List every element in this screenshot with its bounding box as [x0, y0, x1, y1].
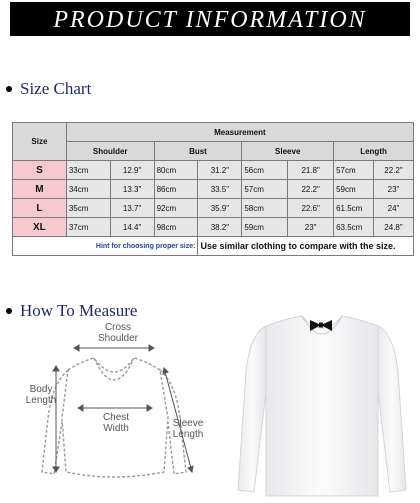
table-cell: 86cm: [154, 180, 198, 199]
column-header-shoulder: Shoulder: [66, 142, 154, 161]
label-line: Cross: [104, 322, 132, 333]
label-line: Chest: [102, 412, 130, 423]
sweater-outline-illustration: [8, 322, 214, 496]
table-cell: 21.8": [288, 161, 334, 180]
white-long-sleeve-shirt-illustration: [226, 312, 418, 498]
banner-title: PRODUCT INFORMATION: [53, 7, 367, 33]
hint-text: Use similar clothing to compare with the size.: [198, 237, 414, 256]
measurement-header: Measurement: [66, 123, 413, 142]
table-cell: 24.8": [374, 218, 414, 237]
table-row: [13, 161, 414, 180]
table-cell: 13.7": [110, 199, 154, 218]
size-label: M: [13, 180, 67, 199]
table-cell: 80cm: [154, 161, 198, 180]
bullet-icon: [6, 86, 12, 92]
label-line: Sleeve: [172, 418, 204, 429]
size-label: S: [13, 161, 67, 180]
body-length-label: [24, 384, 58, 406]
table-cell: 13.3": [110, 180, 154, 199]
table-cell: 33.5": [198, 180, 242, 199]
table-cell: 92cm: [154, 199, 198, 218]
cross-shoulder-label: [88, 322, 148, 344]
how-to-measure-heading: [6, 301, 137, 321]
table-cell: 34cm: [66, 180, 110, 199]
size-label: XL: [13, 218, 67, 237]
size-label: L: [13, 199, 67, 218]
sleeve-length-label: [168, 418, 208, 440]
table-cell: 12.9": [110, 161, 154, 180]
table-row: [13, 218, 414, 237]
table-cell: 35.9": [198, 199, 242, 218]
how-to-measure-heading-text: How To Measure: [20, 301, 138, 320]
table-cell: 38.2": [198, 218, 242, 237]
table-cell: 22.2": [288, 180, 334, 199]
table-cell: 63.5cm: [334, 218, 374, 237]
measurement-diagram: [8, 322, 214, 496]
table-cell: 56cm: [242, 161, 288, 180]
label-line: Length: [172, 429, 204, 440]
table-cell: 35cm: [66, 199, 110, 218]
label-line: Shoulder: [97, 333, 139, 344]
bullet-icon: [6, 308, 12, 314]
table-cell: 22.6": [288, 199, 334, 218]
title-banner: [10, 2, 410, 36]
table-cell: 33cm: [66, 161, 110, 180]
table-cell: 22.2": [374, 161, 414, 180]
table-cell: 61.5cm: [334, 199, 374, 218]
product-image: [226, 312, 418, 498]
table-cell: 57cm: [242, 180, 288, 199]
table-cell: 57cm: [334, 161, 374, 180]
table-cell: 23": [374, 180, 414, 199]
table-cell: 31.2": [198, 161, 242, 180]
table-cell: 24": [374, 199, 414, 218]
chest-width-label: [96, 412, 136, 434]
table-row: [13, 180, 414, 199]
size-chart-heading-text: Size Chart: [20, 79, 92, 98]
table-cell: 59cm: [334, 180, 374, 199]
label-line: Length: [25, 395, 57, 406]
table-cell: 14.4": [110, 218, 154, 237]
hint-label: Hint for choosing proper size:: [13, 237, 198, 256]
column-header-length: Length: [334, 142, 414, 161]
label-line: Width: [103, 423, 129, 434]
size-chart-heading: [6, 79, 91, 99]
size-column-header: Size: [13, 123, 67, 161]
table-cell: 58cm: [242, 199, 288, 218]
column-header-sleeve: Sleeve: [242, 142, 334, 161]
size-chart-table: [12, 122, 414, 256]
table-cell: 59cm: [242, 218, 288, 237]
table-row: [13, 199, 414, 218]
column-header-bust: Bust: [154, 142, 242, 161]
hint-row: [13, 237, 414, 256]
table-cell: 37cm: [66, 218, 110, 237]
table-cell: 23": [288, 218, 334, 237]
label-line: Body: [29, 384, 53, 395]
table-cell: 98cm: [154, 218, 198, 237]
